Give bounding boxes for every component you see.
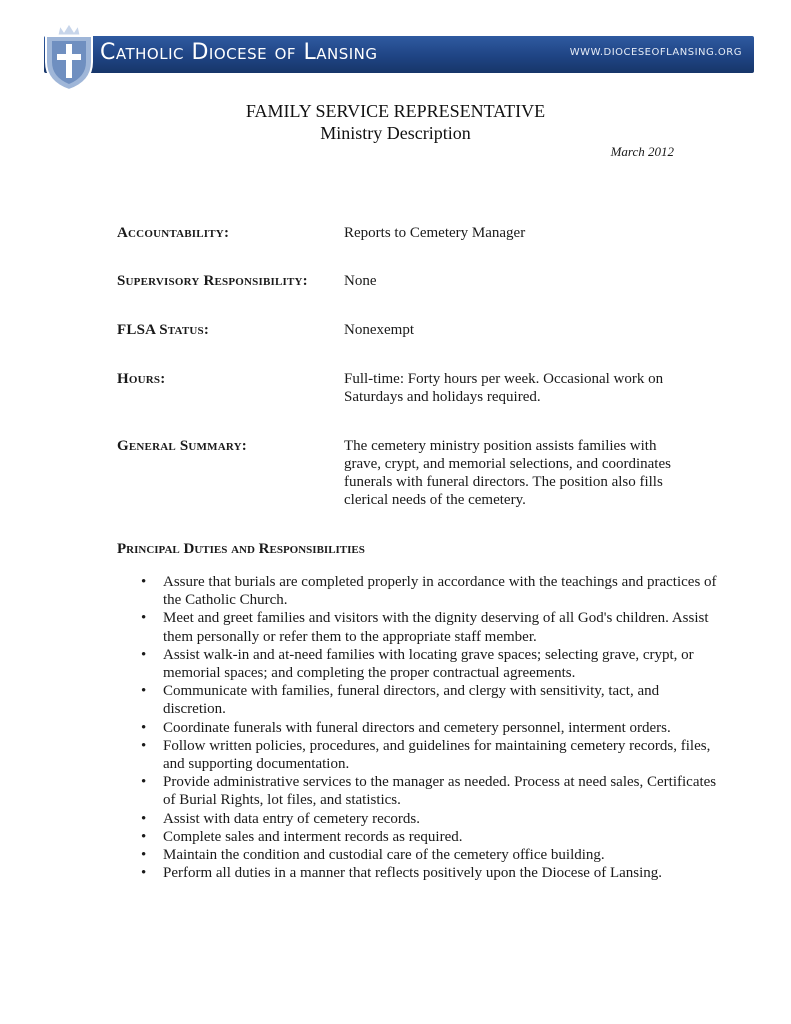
duties-list	[117, 573, 723, 882]
list-item: • Assist walk-in and at-need families with locating grave spaces; selecting grave, crypt, or memorial spaces; and completing the proper contractual agreements.	[163, 646, 723, 682]
supervisory-value: None	[344, 273, 377, 289]
website-url: WWW.DIOCESEOFLANSING.ORG	[569, 47, 742, 58]
list-item: • Provide administrative services to the manager as needed. Process at need sales, Certificates of Burial Rights, lot files, and statistics.	[163, 773, 723, 809]
document-subtitle: Ministry Description	[320, 123, 471, 143]
document-title: FAMILY SERVICE REPRESENTATIVE	[245, 101, 546, 121]
list-item: • Perform all duties in a manner that reflects positively upon the Diocese of Lansing.	[163, 864, 723, 882]
summary-value: The cemetery ministry position assists families with grave, crypt, and memorial selections, and coordinates funerals with funeral directors. The position also fills clerical needs of the cemetery.	[344, 438, 671, 508]
duties-heading: Principal Duties and Responsibilities	[117, 541, 365, 557]
flsa-value: Nonexempt	[344, 322, 414, 338]
flsa-label: FLSA Status:	[117, 322, 210, 338]
document-date: March 2012	[610, 144, 674, 159]
list-item: • Follow written policies, procedures, and guidelines for maintaining cemetery records, files, and supporting documentation.	[163, 737, 723, 773]
list-item: • Meet and greet families and visitors with the dignity deserving of all God's children. Assist them personally or refer them to the appropriate staff member.	[163, 609, 723, 645]
list-item: • Maintain the condition and custodial care of the cemetery office building.	[163, 846, 723, 864]
accountability-value: Reports to Cemetery Manager	[344, 225, 526, 241]
hours-value: Full-time: Forty hours per week. Occasional work on Saturdays and holidays required.	[344, 371, 664, 405]
list-item: • Communicate with families, funeral directors, and clergy with sensitivity, tact, and discretion.	[163, 682, 723, 718]
summary-label: General Summary:	[117, 438, 247, 454]
header-banner	[44, 36, 754, 73]
diocese-seal-icon	[42, 22, 96, 92]
org-name: Catholic Diocese of Lansing	[100, 40, 378, 65]
list-item: • Coordinate funerals with funeral directors and cemetery personnel, interment orders.	[163, 719, 723, 737]
accountability-label: Accountability:	[117, 225, 230, 241]
list-item: • Assure that burials are completed properly in accordance with the teachings and practices of the Catholic Church.	[163, 573, 723, 609]
list-item: • Complete sales and interment records as required.	[163, 828, 723, 846]
hours-label: Hours:	[117, 371, 166, 387]
list-item: • Assist with data entry of cemetery records.	[163, 810, 723, 828]
supervisory-label: Supervisory Responsibility:	[117, 273, 308, 289]
